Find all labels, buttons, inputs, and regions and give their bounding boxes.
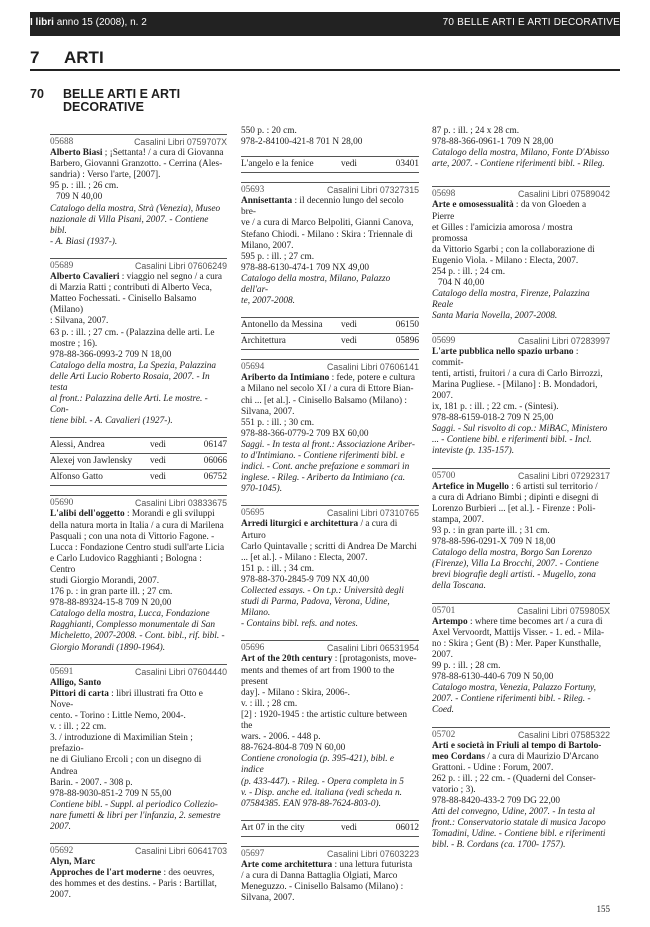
cross-references	[241, 820, 419, 837]
entry-continuation: 87 p. : ill. ; 24 x 28 cm. 978-88-366-0961-1 709 N 28,00 Catalogo della mostra, Milano, Fonte D'Abisso arte, 2007. - Contiene riferimenti bibl. - Rileg.	[432, 126, 610, 170]
entry-05699: 05699 Casalini Libri 07283997 L'arte pubblica nello spazio urbano : commit- tenti, artisti, fruitori / a cura di Carlo Birrozzi, Marina Pugliese. - [Milano] : B. Mondadori, 2007. ix, 181 p. : ill. ; 22 cm. - (Sintesi). 978-88-6159-018-2 709 N 25,00 Saggi. - Sul risvolto di cop.: MiBAC, Ministero ... - Contiene bibl. e riferimenti bibl. - Incl. inteviste (p. 135-157).	[432, 333, 610, 458]
entry-05698: 05698 Casalini Libri 07589042 Arte e omosessualità : da von Gloeden a Pierre et Gilles : l'amicizia amorosa / mostra promossa da Vittorio Sgarbi ; con la collaborazione di Eugenio Viola. - Milano : Electa, 2007. 254 p. : ill. ; 24 cm. 704 N 40,00 Catalogo della mostra, Firenze, Palazzina Reale Santa Maria Novella, 2007-2008.	[432, 186, 610, 322]
column-2	[241, 126, 419, 914]
cross-ref: Antonello da Messina vedi 06150	[241, 317, 419, 334]
entry-05694: 05694 Casalini Libri 07606141 Ariberto da Intimiano : fede, potere e cultura a Milano nel secolo XI / a cura di Ettore Bian- chi ... [et al.]. - Cinisello Balsamo (Milano) : Silvana, 2007. 551 p. : ill. ; 30 cm. 978-88-366-0779-2 709 BX 60,00 Saggi. - In testa al front.: Associazione Ariber- to d'Intimiano. - Contiene riferimenti bibl. e indici. - Cont. anche prefazione e sommari in inglese. - Rileg. - Ariberto da Intimiano (ca. 970-1045).	[241, 359, 419, 495]
cross-ref: Architettura vedi 05896	[241, 333, 419, 350]
cross-references	[241, 317, 419, 350]
cross-ref: Alexej von Jawlensky vedi 06066	[50, 453, 227, 470]
entry-05688: 05688 Casalini Libri 0759707X Alberto Biasi ; ¡Settanta! / a cura di Giovanna Barbero, Giovanni Granzotto. - Cerrina (Ales- sandria) : Verso l'arte, [2007]. 95 p. : ill. ; 26 cm. 709 N 40,00 Catalogo della mostra, Strà (Venezia), Museo nazionale di Villa Pisani, 2007. - Contiene bibl. - A. Biasi (1937-).	[50, 134, 227, 248]
cross-ref: L'angelo e la fenice vedi 03401	[241, 156, 419, 173]
column-1	[50, 134, 227, 912]
entry-05697: 05697 Casalini Libri 07603223 Arte come architettura : una lettura futurista / a cura di Danna Battaglia Olgiati, Marco Meneguzzo. - Cinisello Balsamo (Milano) : Silvana, 2007.	[241, 846, 419, 904]
entry-05696: 05696 Casalini Libri 06531954 Art of the 20th century : [protagonists, move- ments and themes of art from 1900 to the present day]. - Milano : Skira, 2006-. v. : ill. ; 28 cm. [2] : 1920-1945 : the artistic culture between the wars. - 2006. - 448 p. 88-7624-804-8 709 N 60,00 Contiene cronologia (p. 395-421), bibl. e indice (p. 433-447). - Rileg. - Opera completa in 5 v. - Disp. anche ed. italiana (vedi scheda n. 07584385. EAN 978-88-7624-803-0).	[241, 640, 419, 809]
entry-05700: 05700 Casalini Libri 07292317 Artefice in Mugello : 6 artisti sul territorio / a cura di Adriano Bimbi ; dipinti e disegni di Lorenzo Burbieri ... [et al.]. - Firenze : Poli- stampa, 2007. 93 p. : in gran parte ill. ; 31 cm. 978-88-596-0291-X 709 N 18,00 Catalogo della mostra, Borgo San Lorenzo (Firenze), Villa La Brocchi, 2007. - Contiene brevi biografie degli artisti. - Mugello, zona della Toscana.	[432, 468, 610, 593]
chapter-rule	[30, 69, 620, 71]
entry-05702: 05702 Casalini Libri 07585322 Arti e società in Friuli al tempo di Bartolo- meo Cordans / a cura di Maurizio D'Arcano Grattoni. - Udine : Forum, 2007. 262 p. : ill. ; 22 cm. - (Quaderni del Conser- vatorio ; 3). 978-88-8420-433-2 709 DG 22,00 Atti del convegno, Udine, 2007. - In testa al front.: Conservatorio statale di musica Jacopo Tomadini, Udine. - Contiene bibl. e riferimenti bibl. - B. Cordans (ca. 1700- 1757).	[432, 727, 610, 852]
cross-ref: Alfonso Gatto vedi 06752	[50, 469, 227, 486]
header-issue: I libri anno 15 (2008), n. 2	[30, 17, 147, 28]
entry-05701: 05701 Casalini Libri 0759805X Artempo : where time becomes art / a cura di Axel Vervoordt, Mattijs Visser. - 1. ed. - Mila- no : Skira ; Gent (B) : Mer. Paper Kunsthalle, 2007. 99 p. : ill. ; 28 cm. 978-88-6130-440-6 709 N 50,00 Catalogo mostra, Venezia, Palazzo Fortuny, 2007. - Contiene riferimenti bibl. - Rileg. - Coed.	[432, 603, 610, 717]
entry-05689: 05689 Casalini Libri 07606249 Alberto Cavalieri : viaggio nel segno / a cura di Marzia Ratti ; contributi di Alberto Veca, Matteo Fochessati. - Cinisello Balsamo (Milano) : Silvana, 2007. 63 p. : ill. ; 27 cm. - (Palazzina delle arti. Le mostre ; 16). 978-88-366-0993-2 709 N 18,00 Catalogo della mostra, La Spezia, Palazzina delle Arti Lucio Roberto Rosaia, 2007. - In testa al front.: Palazzina delle Arti. Le mostre. - Con- tiene bibl. - A. Cavalieri (1927-).	[50, 258, 227, 427]
header-section: 70 BELLE ARTI E ARTI DECORATIVE	[442, 17, 620, 28]
cross-ref: Alessi, Andrea vedi 06147	[50, 437, 227, 454]
entry-continuation: 550 p. : 20 cm. 978-2-84100-421-8 701 N 28,00	[241, 126, 363, 148]
cross-references	[50, 437, 227, 486]
entry-05691: 05691 Casalini Libri 07604440 Alligo, Santo Pittori di carta : libri illustrati fra Otto e Nove- cento. - Torino : Little Nemo, 2004-. v. : ill. ; 22 cm. 3. / introduzione di Maximilian Stein ; prefazio- ne di Giuliano Ercoli ; con un disegno di Andrea Barin. - 2007. - 308 p. 978-88-9030-851-2 709 N 55,00 Contiene bibl. - Suppl. al periodico Collezio- nare fumetti & libri per l'infanzia, 2. semestre 2007.	[50, 664, 227, 833]
cross-references	[241, 156, 419, 173]
entry-05692: 05692 Casalini Libri 60641703 Alyn, Marc Approches de l'art moderne : des oeuvres, des hommes et des destins. - Paris : Bartillat, 2007.	[50, 843, 227, 901]
column-3	[432, 126, 610, 862]
chapter-heading: 7 ARTI	[30, 48, 104, 67]
cross-ref: Art 07 in the city vedi 06012	[241, 820, 419, 837]
page-number: 155	[596, 904, 610, 914]
entry-05695: 05695 Casalini Libri 07310765 Arredi liturgici e architettura / a cura di Arturo Carlo Quintavalle ; scritti di Andrea De Marchi ... [et al.]. - Milano : Electa, 2007. 151 p. : ill. ; 34 cm. 978-88-370-2845-9 709 NX 40,00 Collected essays. - On t.p.: Università degli studi di Parma, Padova, Verona, Udine, Milano. - Contains bibl. refs. and notes.	[241, 505, 419, 630]
entry-05693: 05693 Casalini Libri 07327315 Annisettanta : il decennio lungo del secolo bre- ve / a cura di Marco Belpoliti, Gianni Canova, Stefano Chiodi. - Milano : Skira : Triennale di Milano, 2007. 595 p. : ill. ; 27 cm. 978-88-6130-474-1 709 NX 49,00 Catalogo della mostra, Milano, Palazzo dell'ar- te, 2007-2008.	[241, 182, 419, 307]
running-header	[30, 12, 620, 36]
entry-05690: 05690 Casalini Libri 03833675 L'alibi dell'oggetto : Morandi e gli sviluppi della natura morta in Italia / a cura di Marilena Pasquali ; con una nota di Vittorio Fagone. - Lucca : Fondazione Centro studi sull'arte Licia e Carlo Ludovico Ragghianti ; Bologna : Centro studi Giorgio Morandi, 2007. 176 p. : in gran parte ill. ; 27 cm. 978-88-89324-15-8 709 N 20,00 Catalogo della mostra, Lucca, Fondazione Ragghianti, Complesso monumentale di San Micheletto, 2007-2008. - Cont. bibl., rif. bibl. - Giorgio Morandi (1890-1964).	[50, 495, 227, 653]
